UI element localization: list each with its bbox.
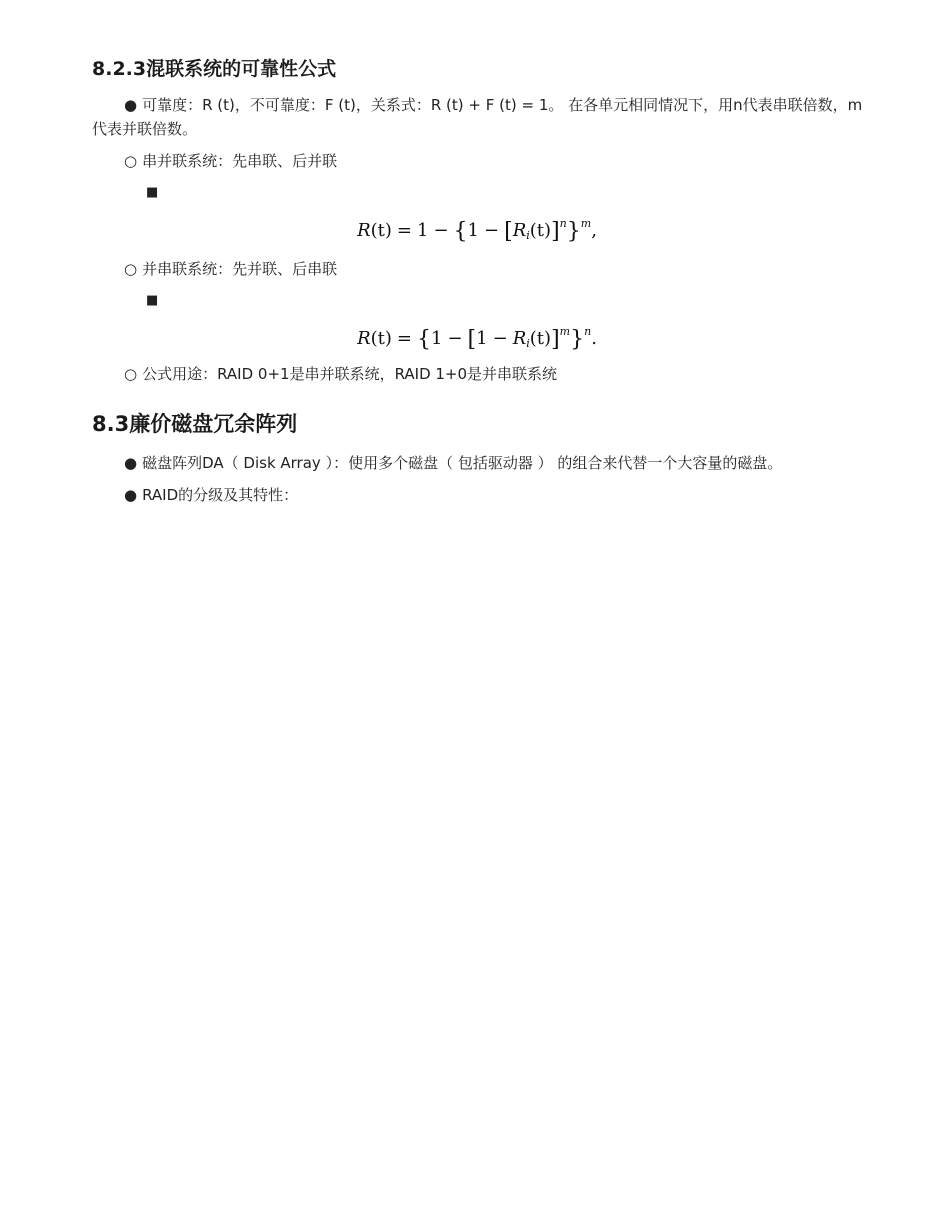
reliability-definition-paragraph [92, 93, 863, 141]
filled-bullet-icon: ● [124, 96, 138, 114]
formula-symbol: i [526, 337, 530, 350]
formula-symbol: n [559, 217, 567, 230]
formula-symbol: ] [551, 219, 560, 244]
filled-bullet-icon: ● [124, 486, 138, 504]
formula-symbol: (t) [529, 328, 552, 349]
formula-symbol: 1 [417, 220, 429, 241]
formula-symbol: m [580, 217, 592, 230]
formula-symbol: 1 [467, 220, 479, 241]
parallel-series-formula [92, 325, 862, 352]
formula-symbol: m [559, 325, 571, 338]
section-heading-8-2-3: 8.2.3混联系统的可靠性公式 [92, 58, 337, 80]
formula-symbol: − [492, 328, 508, 349]
disk-array-label: 磁盘阵列DA（ Disk Array ）：使用多个磁盘（ 包括驱动器 ） 的组合来代替一个大容量的磁盘。 [142, 454, 783, 472]
series-parallel-label: 串并联系统：先串联、后并联 [142, 152, 338, 170]
series-parallel-formula [92, 217, 862, 244]
formula-symbol: 1 [431, 328, 443, 349]
formula-symbol: { [417, 327, 431, 352]
hollow-bullet-icon: ○ [124, 260, 138, 278]
raid-levels-label: RAID的分级及其特性： [142, 486, 299, 504]
formula-symbol: } [570, 327, 585, 352]
reliability-definition-line2: 代表并联倍数。 [92, 120, 198, 138]
reliability-definition-line1: 可靠度：R (t)，不可靠度：F (t)，关系式：R (t) + F (t) = 1。 在各单元相同情况下，用n代表串联倍数，m [142, 96, 863, 114]
formula-usage-label: 公式用途：RAID 0+1是串并联系统，RAID 1+0是并串联系统 [142, 365, 558, 383]
formula-symbol: R [357, 220, 371, 241]
formula-symbol: [ [467, 327, 477, 352]
square-bullet-icon: ■ [146, 185, 159, 200]
formula-symbol: R [512, 220, 527, 241]
formula-symbol: , [591, 220, 597, 241]
parallel-series-label: 并串联系统：先并联、后串联 [142, 260, 338, 278]
formula-symbol: (t) [529, 220, 552, 241]
hollow-bullet-icon: ○ [124, 152, 138, 170]
raid-levels-item [124, 483, 298, 507]
formula-symbol: [ [504, 219, 513, 244]
hollow-bullet-icon: ○ [124, 365, 138, 383]
formula-symbol: − [433, 220, 449, 241]
formula-symbol: = [396, 220, 412, 241]
formula-usage-item [124, 362, 557, 386]
formula-symbol: − [484, 220, 500, 241]
formula-symbol: 1 [476, 328, 488, 349]
formula-symbol: (t) [370, 328, 392, 349]
formula-symbol: i [526, 229, 530, 242]
square-bullet-icon: ■ [146, 293, 159, 308]
formula-symbol: (t) [370, 220, 392, 241]
formula-symbol: { [453, 219, 468, 244]
filled-bullet-icon: ● [124, 454, 138, 472]
formula-symbol: R [357, 328, 371, 349]
series-parallel-item [124, 149, 337, 173]
disk-array-item [124, 451, 782, 475]
formula-symbol: = [396, 328, 412, 349]
formula-symbol: . [591, 328, 597, 349]
formula-symbol: } [566, 219, 581, 244]
formula-symbol: ] [551, 327, 560, 352]
formula-symbol: − [447, 328, 463, 349]
formula-symbol: R [512, 328, 527, 349]
parallel-series-item [124, 257, 337, 281]
formula-symbol: n [584, 325, 592, 338]
section-heading-8-3: 8.3廉价磁盘冗余阵列 [92, 412, 298, 436]
